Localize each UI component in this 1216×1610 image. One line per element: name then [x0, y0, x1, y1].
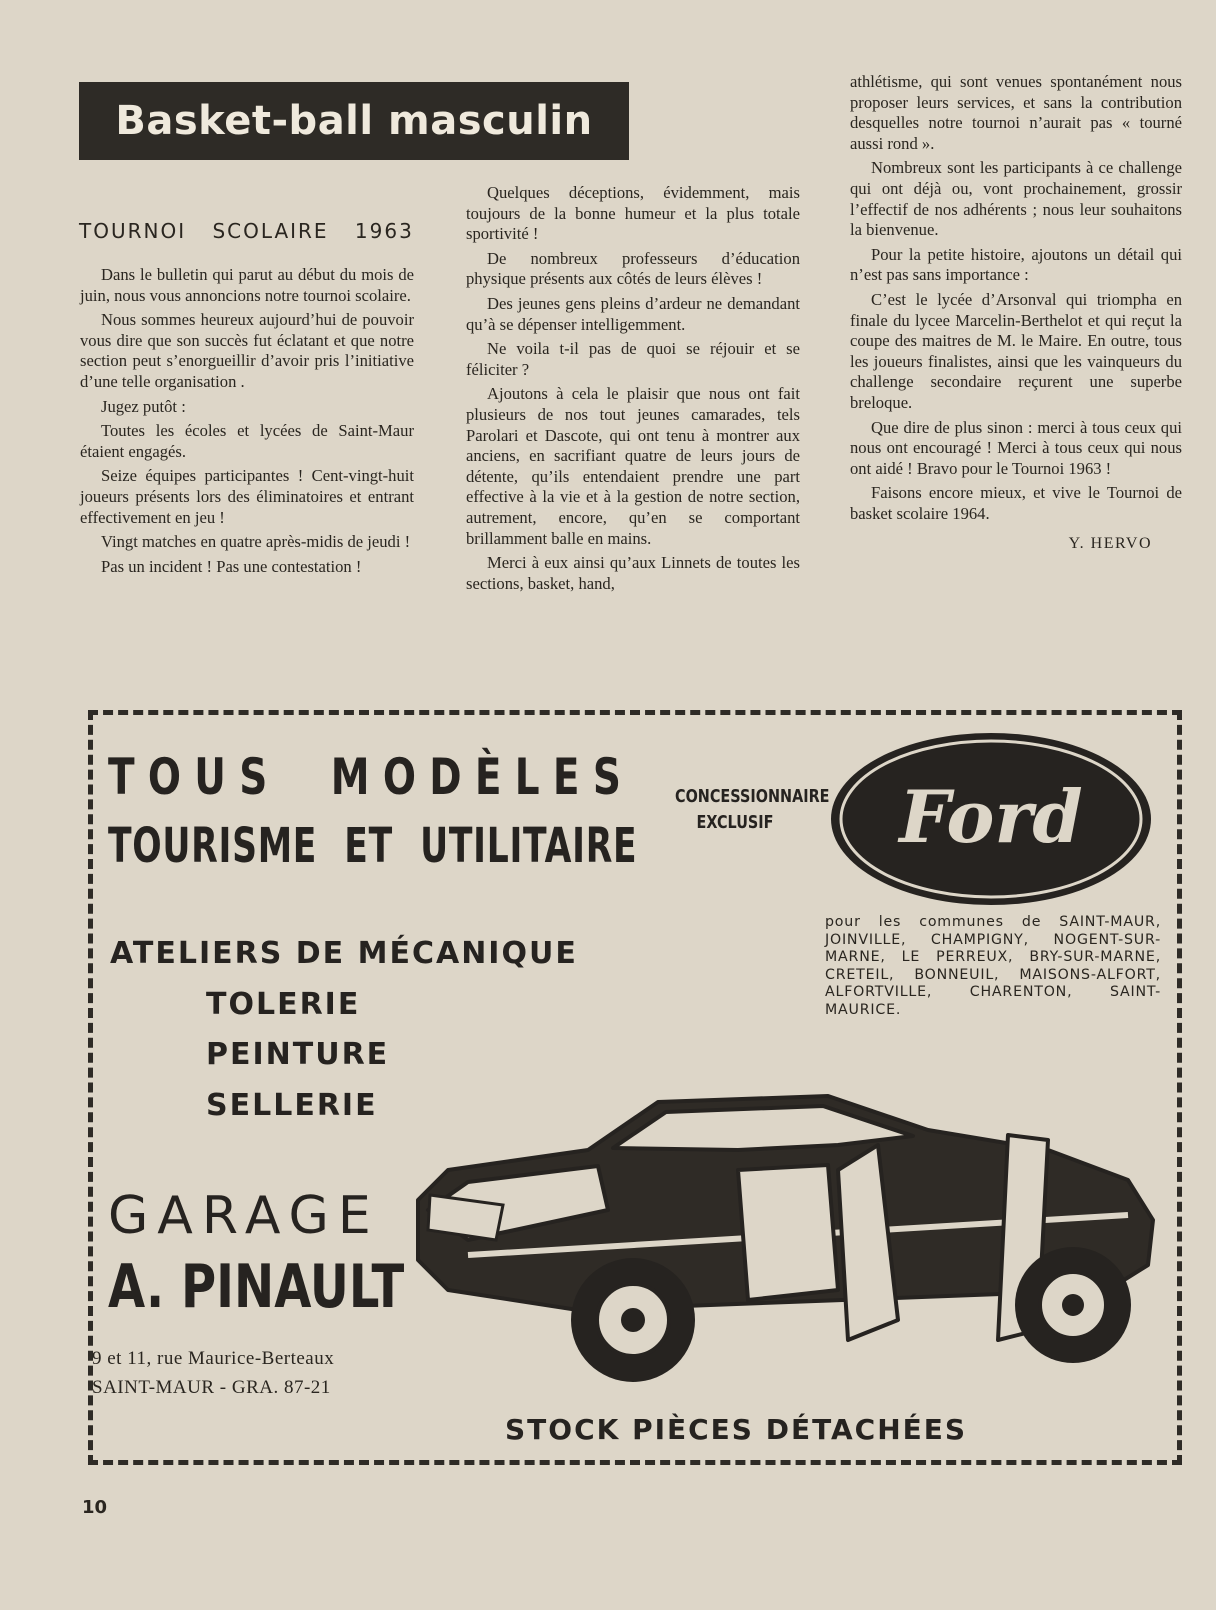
- paragraph: Seize équipes participantes ! Cent-vingt-huit joueurs présents lors des éliminatoires et entrant effectivement en jeu !: [80, 466, 414, 527]
- paragraph: Faisons encore mieux, et vive le Tournoi de basket scolaire 1964.: [850, 483, 1182, 523]
- paragraph: De nombreux professeurs d’éducation physique présents aux côtés de leurs élèves !: [466, 248, 800, 289]
- paragraph: Merci à eux ainsi qu’aux Linnets de toutes les sections, basket, hand,: [466, 553, 800, 593]
- article-column-1: [80, 265, 414, 581]
- article-column-3: [850, 72, 1182, 555]
- ford-logo: [828, 730, 1154, 908]
- paragraph: Ne voila t-il pas de quoi se réjouir et se féliciter ?: [466, 339, 800, 379]
- paragraph: Nombreux sont les participants à ce challenge qui ont déjà ou, vont prochainement, grossir l’effectif de nos adhérents ; nous leur souhaitons la bienvenue.: [850, 158, 1182, 240]
- ford-logo-text: Ford: [899, 774, 1083, 859]
- paragraph: C’est le lycée d’Arsonval qui triompha en finale du lycee Marcelin-Berthelot et qui reçut la coupe des maitres de M. le Maire. En outre, tous les joueurs finalistes, ainsi que les vainqueurs du challenge secondaire reçurent une superbe breloque.: [850, 289, 1182, 412]
- article-title: Basket-ball masculin: [79, 82, 629, 160]
- signature: Y. HERVO: [1068, 535, 1152, 553]
- paragraph: Que dire de plus sinon : merci à tous ceux qui nous ont encouragé ! Merci à tous ceux qui nous ont aidé ! Bravo pour le Tournoi 1963 !: [850, 417, 1182, 478]
- paragraph: athlétisme, qui sont venues spontanément nous proposer leurs services, et sans la contribution desquelles notre tournoi n’aurait pas « tourné aussi rond ».: [850, 72, 1182, 153]
- paragraph: Dans le bulletin qui parut au début du mois de juin, nous vous annoncions notre tournoi scolaire.: [80, 265, 414, 305]
- paragraph: Ajoutons à cela le plaisir que nous ont fait plusieurs de nos tout jeunes camarades, tels Parolari et Dascote, qui ont tenu à montrer aux anciens, en sacrifiant quatre de leurs jours de détente, qu’ils entendaient prendre une part effective à la vie et à la gestion de notre section, autrement, encore, qu’en se comportant brillamment balle en mains.: [466, 384, 800, 548]
- paragraph: Des jeunes gens pleins d’ardeur ne demandant qu’à se dépenser intelligemment.: [466, 293, 800, 334]
- paragraph: Pour la petite histoire, ajoutons un détail qui n’est pas sans importance :: [850, 244, 1182, 285]
- article-subtitle: TOURNOI SCOLAIRE 1963: [79, 219, 414, 243]
- paragraph: Vingt matches en quatre après-midis de jeudi !: [101, 532, 411, 552]
- paragraph: Nous sommes heureux aujourd’hui de pouvoir vous dire que son succès fut éclatant et que notre section peut s’enorgueillir d’avoir pris l’initiative d’une telle organisation .: [80, 310, 414, 391]
- concession-line-2: EXCLUSIF: [696, 812, 774, 833]
- service-sellerie: SELLERIE: [206, 1088, 378, 1123]
- concession-line-1: CONCESSIONNAIRE: [675, 786, 830, 807]
- car-illustration: [408, 1090, 1168, 1410]
- service-peinture: PEINTURE: [206, 1037, 390, 1072]
- page-number: 10: [82, 1497, 108, 1518]
- paragraph: Jugez putôt :: [101, 396, 186, 416]
- address-street: 9 et 11, rue Maurice-Berteaux: [92, 1348, 335, 1369]
- concession-label: [675, 784, 830, 836]
- service-tolerie: TOLERIE: [206, 987, 361, 1022]
- stock-tagline: STOCK PIÈCES DÉTACHÉES: [505, 1413, 968, 1446]
- garage-label: GARAGE: [108, 1186, 380, 1246]
- garage-address: [92, 1344, 334, 1402]
- paragraph: Pas un incident ! Pas une contestation !: [101, 556, 362, 576]
- ad-subheadline: TOURISME ET UTILITAIRE: [108, 818, 638, 874]
- communes-list: pour les communes de SAINT-MAUR, JOINVILLE, CHAMPIGNY, NOGENT-SUR-MARNE, LE PERREUX, BRY-SUR-MARNE, CRETEIL, BONNEUIL, MAISONS-ALFORT, ALFORTVILLE, CHARENTON, SAINT-MAURICE.: [825, 914, 1161, 1018]
- garage-owner: A. PINAULT: [108, 1252, 405, 1322]
- address-city-phone: SAINT-MAUR - GRA. 87-21: [92, 1377, 331, 1398]
- service-ateliers: ATELIERS DE MÉCANIQUE: [110, 936, 578, 971]
- paragraph: Toutes les écoles et lycées de Saint-Maur étaient engagés.: [80, 421, 414, 461]
- ad-headline: TOUS MODÈLES: [108, 748, 635, 806]
- article-column-2: [466, 183, 800, 598]
- paragraph: Quelques déceptions, évidemment, mais toujours de la bonne humeur et la plus totale sportivité !: [466, 183, 800, 244]
